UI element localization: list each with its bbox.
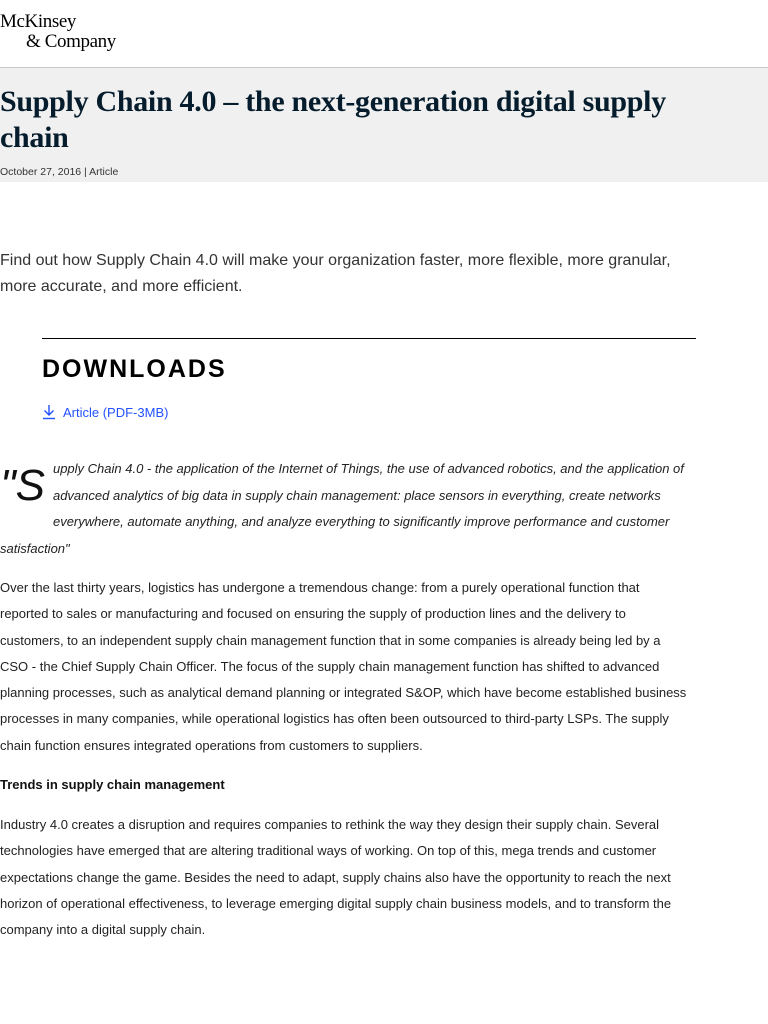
article-meta: October 27, 2016 | Article — [0, 166, 119, 178]
download-article-link[interactable] — [42, 404, 168, 420]
logo-line-2: & Company — [26, 31, 116, 52]
downloads-heading: DOWNLOADS — [42, 355, 227, 383]
quote-dropcap: "S — [0, 461, 45, 510]
article-hero — [0, 68, 768, 182]
site-header — [0, 0, 768, 68]
pull-quote — [0, 456, 684, 562]
mckinsey-logo[interactable] — [0, 12, 116, 52]
downloads-divider — [42, 338, 696, 339]
logo-line-1: McKinsey — [0, 11, 76, 32]
body-paragraph-1: Over the last thirty years, logistics has undergone a tremendous change: from a purely operational function that reported to sales or manufacturing and focused on ensuring the supply of production lines and the delivery to customers, to an independent supply chain management function that in some companies is already being led by a CSO - the Chief Supply Chain Officer. The focus of the supply chain management function has shifted to advanced planning processes, such as analytical demand planning or integrated S&OP, which have become established business processes in many companies, while operational logistics has often been outsourced to third-party LSPs. The supply chain function ensures integrated operations from customers to suppliers. — [0, 580, 687, 753]
quote-text: upply Chain 4.0 - the application of the Internet of Things, the use of advanced robotics, and the application of advanced analytics of big data in supply chain management: place sensors in everything, create networks everywhere, automate anything, and analyze everything to significantly improve performance and customer satisfaction" — [0, 461, 684, 556]
page-title: Supply Chain 4.0 – the next-generation digital supply chain — [0, 85, 666, 154]
section-subheading: Trends in supply chain management — [0, 777, 225, 792]
download-link-label: Article (PDF-3MB) — [63, 404, 169, 420]
article-lead: Find out how Supply Chain 4.0 will make your organization faster, more flexible, more granular, more accurate, and more efficient. — [0, 252, 671, 295]
body-paragraph-2: Industry 4.0 creates a disruption and requires companies to rethink the way they design their supply chain. Several technologies have emerged that are altering traditional ways of working. On top of this, mega trends and customer expectations change the game. Besides the need to adapt, supply chains also have the opportunity to reach the next horizon of operational effectiveness, to leverage emerging digital supply chain business models, and to transform the company into a digital supply chain. — [0, 817, 672, 938]
download-icon — [42, 404, 56, 420]
